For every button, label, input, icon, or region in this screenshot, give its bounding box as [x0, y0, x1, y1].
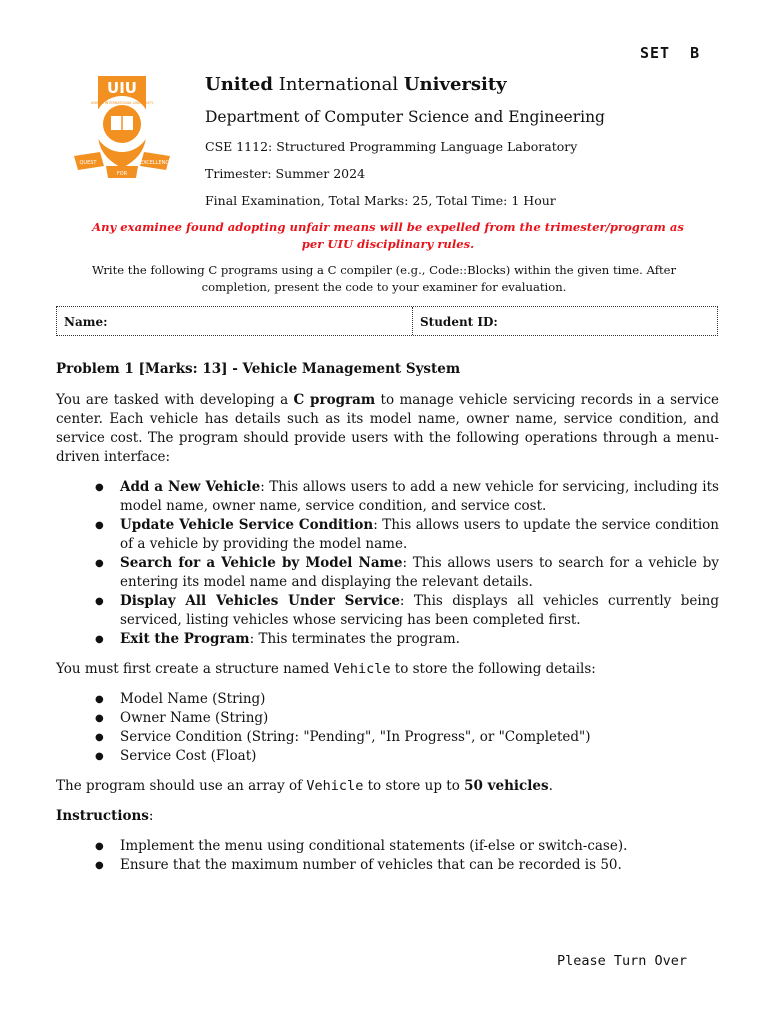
list-item — [56, 554, 719, 592]
operation-bold: Search for a Vehicle by Model Name — [120, 555, 403, 571]
struct-before: You must first create a structure named — [56, 661, 334, 677]
intro-after: to manage vehicle servicing records in a service center. Each vehicle has details such as its model name, owner name, service condition, and service cost. The program should provide users with the following operations through a menu-driven interface: — [56, 392, 719, 465]
list-item: ● Implement the menu using conditional statements (if-else or switch-case). — [56, 837, 719, 856]
name-field[interactable]: Name: — [57, 307, 413, 335]
list-item — [56, 478, 719, 516]
operation-text: : This displays all vehicles currently being serviced, listing vehicles whose servicing has been completed first. — [120, 593, 719, 628]
struct-sentence — [56, 660, 719, 679]
fields-list — [56, 690, 719, 766]
operation-text: : This terminates the program. — [249, 631, 460, 647]
list-item: ● Service Condition (String: "Pending", "In Progress", or "Completed") — [56, 728, 719, 747]
list-item — [56, 516, 719, 554]
exam-instructions: Write the following C programs using a C compiler (e.g., Code::Blocks) within the given time. After completion, present the code to your examiner for evaluation. — [91, 263, 677, 294]
trimester: Trimester: Summer 2024 — [205, 166, 366, 181]
instructions-label: Instructions — [56, 808, 149, 824]
struct-code: Vehicle — [333, 661, 391, 677]
array-code: Vehicle — [306, 778, 364, 794]
intro-bold: C program — [293, 392, 376, 408]
student-id-field[interactable]: Student ID: — [420, 315, 498, 329]
uni-name-part3: University — [403, 74, 507, 95]
ribbon-right-text: EXCELLENCE — [140, 160, 172, 166]
operation-text: : This allows users to add a new vehicle for servicing, including its model name, owner name, service condition, and service cost. — [120, 479, 719, 514]
list-item: ● Owner Name (String) — [56, 709, 719, 728]
page-footer: Please Turn Over — [557, 953, 688, 969]
array-before: The program should use an array of — [56, 778, 307, 794]
operation-bold: Update Vehicle Service Condition — [120, 517, 374, 533]
operation-bold: Exit the Program — [120, 631, 250, 647]
ribbon-left-text: QUEST — [79, 160, 97, 166]
student-id-table — [56, 306, 718, 336]
uni-name-part1: United — [205, 74, 273, 95]
list-item — [56, 592, 719, 630]
logo-ring-text: UNITED INTERNATIONAL UNIVERSITY — [90, 101, 154, 105]
problem-content — [56, 360, 719, 886]
list-item — [56, 630, 719, 649]
uni-name-part2: International — [272, 74, 404, 95]
course-title: CSE 1112: Structured Programming Language Laboratory — [205, 139, 578, 154]
logo-text-top: UIU — [107, 79, 137, 97]
problem-intro — [56, 391, 719, 467]
exam-info: Final Examination, Total Marks: 25, Total Time: 1 Hour — [205, 193, 556, 208]
intro-before: You are tasked with developing a — [56, 392, 294, 408]
set-label: SET B — [640, 44, 701, 62]
array-after: . — [548, 778, 553, 794]
array-sentence — [56, 777, 719, 796]
problem-title: Problem 1 [Marks: 13] - Vehicle Management System — [56, 361, 461, 377]
university-logo — [70, 72, 174, 184]
list-item: ● Service Cost (Float) — [56, 747, 719, 766]
operation-text: : This allows users to update the service condition of a vehicle by providing the model name. — [120, 517, 719, 552]
instructions-colon: : — [148, 808, 154, 824]
struct-after: to store the following details: — [390, 661, 596, 677]
list-item: ● Ensure that the maximum number of vehicles that can be recorded is 50. — [56, 856, 719, 875]
operation-text: : This allows users to search for a vehicle by entering its model name and displaying the relevant details. — [120, 555, 719, 590]
department-name: Department of Computer Science and Engineering — [205, 108, 605, 126]
instructions-heading — [56, 807, 719, 826]
university-name — [205, 74, 507, 95]
ribbon-bottom-text: FOR — [116, 171, 128, 177]
operation-bold: Display All Vehicles Under Service — [120, 593, 400, 609]
operation-bold: Add a New Vehicle — [120, 479, 261, 495]
unfair-means-warning: Any examinee found adopting unfair means will be expelled from the trimester/program as per UIU disciplinary rules. — [92, 220, 684, 251]
array-bold: 50 vehicles — [464, 778, 549, 794]
instructions-list — [56, 837, 719, 875]
list-item: ● Model Name (String) — [56, 690, 719, 709]
array-middle: to store up to — [363, 778, 465, 794]
uiu-logo-icon — [70, 72, 174, 184]
operations-list — [56, 478, 719, 649]
